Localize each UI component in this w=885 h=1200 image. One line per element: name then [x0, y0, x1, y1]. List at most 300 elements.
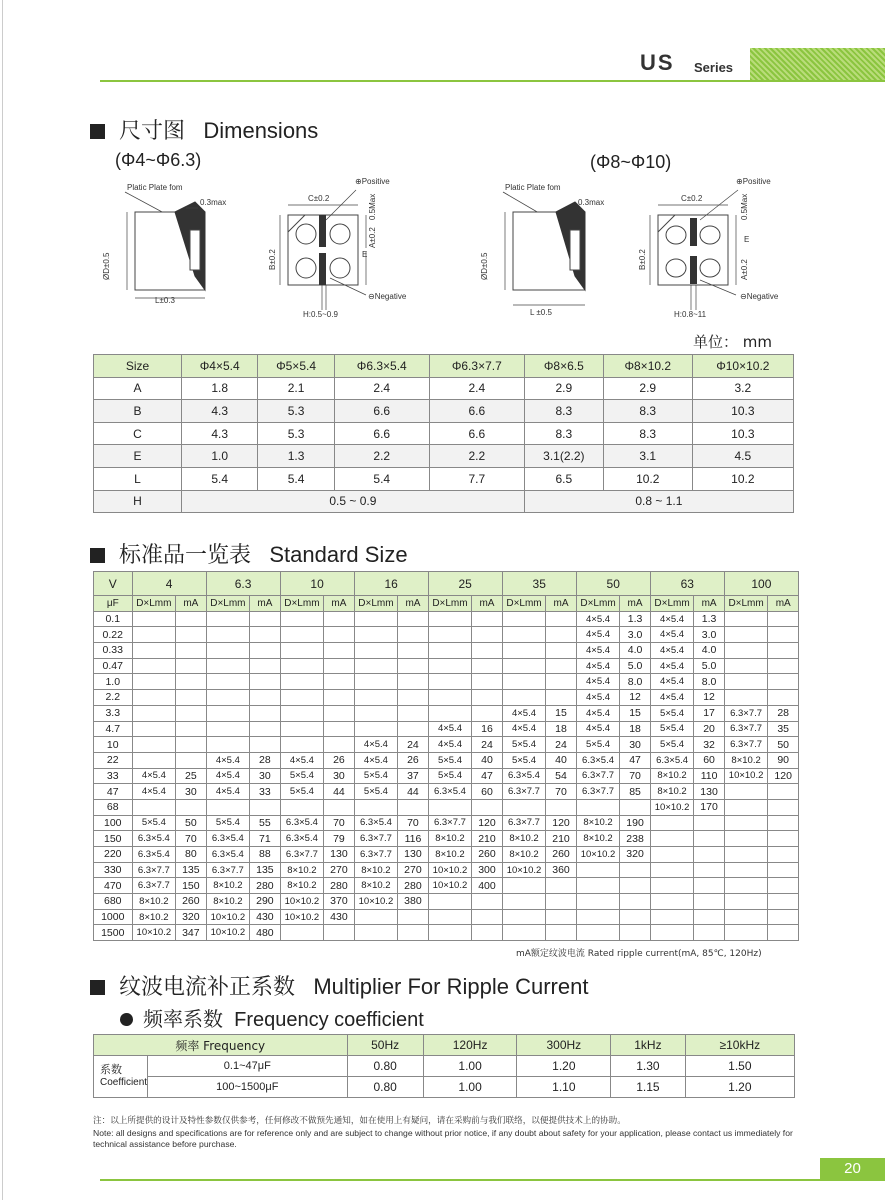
voltage-cell: 10 — [280, 572, 354, 596]
dim-cell: 6.6 — [429, 400, 524, 423]
ripple-cell: 80 — [176, 847, 206, 863]
frequency-label: 频率 Frequency — [94, 1035, 348, 1056]
ripple-cell — [324, 658, 354, 674]
a-label-small: A±0.2 — [368, 227, 377, 248]
size-cell — [132, 627, 176, 643]
dim-header-cell: Φ5×5.4 — [258, 355, 334, 378]
dim-cell: 6.6 — [334, 422, 429, 445]
size-cell: 8×10.2 — [132, 894, 176, 910]
capacitance-cell: 330 — [94, 862, 133, 878]
ripple-cell: 400 — [472, 878, 502, 894]
ripple-cell: 280 — [324, 878, 354, 894]
size-cell: 4×5.4 — [576, 658, 620, 674]
size-cell — [206, 721, 250, 737]
size-cell: 5×5.4 — [502, 752, 546, 768]
ripple-cell: 135 — [250, 862, 280, 878]
ripple-cell — [768, 690, 799, 706]
size-cell: 8×10.2 — [206, 878, 250, 894]
size-cell — [650, 831, 694, 847]
size-cell: 6.3×5.4 — [428, 784, 472, 800]
size-cell — [280, 674, 324, 690]
dim-cell: 2.9 — [603, 377, 692, 400]
footnote-en: Note: all designs and specifications are for reference only and are subject to change without prior notice, if any doubt about safety for your application, please contact us immediately for technical assistance before purchase. — [93, 1127, 793, 1149]
coefficient-label — [94, 1056, 148, 1098]
header-rule — [100, 80, 885, 82]
ma-label: mA — [398, 596, 428, 612]
l-label-small: L±0.3 — [155, 296, 175, 305]
ripple-cell — [768, 658, 799, 674]
dim-row-label: L — [94, 467, 182, 490]
dim-row-label: H — [94, 490, 182, 513]
dl-label: D×Lmm — [280, 596, 324, 612]
cap-range-cell: 100~1500μF — [148, 1077, 347, 1098]
coefficient-label-cn: 系数 — [100, 1063, 122, 1076]
size-cell — [724, 831, 768, 847]
ripple-cell — [324, 690, 354, 706]
size-cell — [354, 643, 398, 659]
ripple-cell — [694, 831, 724, 847]
size-cell — [280, 799, 324, 815]
ripple-cell: 50 — [176, 815, 206, 831]
capacitance-cell: 33 — [94, 768, 133, 784]
size-cell: 6.3×7.7 — [502, 815, 546, 831]
size-cell — [428, 643, 472, 659]
dim-cell: 10.2 — [603, 467, 692, 490]
size-cell: 8×10.2 — [354, 878, 398, 894]
capacitance-cell: 0.22 — [94, 627, 133, 643]
ripple-cell: 20 — [694, 721, 724, 737]
ripple-cell: 8.0 — [620, 674, 650, 690]
ripple-cell — [546, 674, 576, 690]
ripple-cell — [768, 799, 799, 815]
standard-row — [94, 705, 799, 721]
size-cell — [354, 909, 398, 925]
positive-label-large: ⊕Positive — [736, 177, 771, 186]
size-cell: 8×10.2 — [576, 831, 620, 847]
positive-label-small: ⊕Positive — [355, 177, 390, 186]
capacitance-cell: 1500 — [94, 925, 133, 941]
ripple-cell — [472, 627, 502, 643]
square-bullet-icon — [90, 124, 105, 139]
ripple-cell: 135 — [176, 862, 206, 878]
ripple-cell — [546, 925, 576, 941]
ripple-cell: 24 — [472, 737, 502, 753]
ripple-cell: 480 — [250, 925, 280, 941]
square-bullet-icon — [90, 980, 105, 995]
size-cell — [650, 847, 694, 863]
dim-cell: 2.1 — [258, 377, 334, 400]
size-cell: 10×10.2 — [280, 909, 324, 925]
ripple-cell: 17 — [694, 705, 724, 721]
ripple-cell: 79 — [324, 831, 354, 847]
ripple-cell: 280 — [398, 878, 428, 894]
cap-range-cell: 0.1~47μF — [148, 1056, 347, 1077]
ripple-title-cn: 纹波电流补正系数 — [119, 975, 296, 1000]
ripple-cell — [324, 705, 354, 721]
capacitance-cell: 3.3 — [94, 705, 133, 721]
size-cell — [724, 925, 768, 941]
standard-row — [94, 799, 799, 815]
size-cell: 8×10.2 — [280, 878, 324, 894]
footnote — [93, 1116, 805, 1151]
standard-row — [94, 611, 799, 627]
dim-row-label: E — [94, 445, 182, 468]
capacitance-cell: 47 — [94, 784, 133, 800]
ripple-cell — [176, 721, 206, 737]
size-cell — [724, 909, 768, 925]
ripple-heading — [90, 970, 588, 1001]
size-cell — [132, 799, 176, 815]
coef-cell: 1.00 — [423, 1056, 517, 1077]
dim-row — [94, 445, 794, 468]
size-cell: 5×5.4 — [502, 737, 546, 753]
size-cell: 10×10.2 — [132, 925, 176, 941]
ripple-cell: 260 — [176, 894, 206, 910]
ripple-cell — [620, 909, 650, 925]
size-cell: 6.3×7.7 — [132, 878, 176, 894]
size-cell: 10×10.2 — [354, 894, 398, 910]
ripple-cell — [546, 611, 576, 627]
ripple-cell — [768, 925, 799, 941]
size-cell — [724, 878, 768, 894]
dim-cell: 4.5 — [692, 445, 793, 468]
coefficient-row — [94, 1056, 795, 1077]
standard-row — [94, 815, 799, 831]
ripple-cell: 3.0 — [694, 627, 724, 643]
ripple-cell — [250, 721, 280, 737]
size-cell — [428, 894, 472, 910]
h-label-large: H:0.8~11 — [674, 310, 707, 319]
ripple-cell: 30 — [250, 768, 280, 784]
ripple-cell — [472, 894, 502, 910]
size-cell — [354, 611, 398, 627]
ripple-cell: 50 — [768, 737, 799, 753]
size-cell — [650, 815, 694, 831]
size-cell — [280, 721, 324, 737]
size-cell — [650, 878, 694, 894]
size-cell: 10×10.2 — [428, 862, 472, 878]
ripple-cell — [472, 643, 502, 659]
size-cell — [354, 658, 398, 674]
dim-row-label: C — [94, 422, 182, 445]
series-title: US — [640, 50, 675, 75]
ripple-cell: 150 — [176, 878, 206, 894]
size-cell — [280, 690, 324, 706]
dim-cell: 4.3 — [182, 422, 258, 445]
ripple-cell: 70 — [176, 831, 206, 847]
voltage-cell: 63 — [650, 572, 724, 596]
size-cell: 5×5.4 — [428, 752, 472, 768]
ma-label: mA — [620, 596, 650, 612]
c-label-small: C±0.2 — [308, 194, 330, 203]
ripple-cell — [398, 643, 428, 659]
size-cell — [428, 690, 472, 706]
size-cell — [428, 705, 472, 721]
size-cell: 6.3×5.4 — [354, 815, 398, 831]
size-cell — [724, 690, 768, 706]
size-cell — [650, 894, 694, 910]
negative-label-large: ⊖Negative — [740, 292, 779, 301]
b-label-large: B±0.2 — [638, 249, 647, 270]
standard-row — [94, 690, 799, 706]
size-cell: 4×5.4 — [132, 768, 176, 784]
ripple-cell: 120 — [472, 815, 502, 831]
ripple-cell — [324, 611, 354, 627]
range-small-label: (Φ4~Φ6.3) — [115, 150, 202, 170]
size-cell: 4×5.4 — [428, 737, 472, 753]
uf-label: μF — [94, 596, 133, 612]
ripple-cell: 71 — [250, 831, 280, 847]
size-cell — [428, 658, 472, 674]
capacitance-cell: 1.0 — [94, 674, 133, 690]
a-label-large: A±0.2 — [740, 259, 749, 280]
size-cell — [502, 878, 546, 894]
ripple-cell: 380 — [398, 894, 428, 910]
size-cell — [428, 909, 472, 925]
ripple-cell: 120 — [768, 768, 799, 784]
size-cell — [280, 643, 324, 659]
dim-cell: 5.4 — [334, 467, 429, 490]
series-subtitle: Series — [694, 60, 734, 75]
size-cell — [428, 627, 472, 643]
voltage-cell: 50 — [576, 572, 650, 596]
ripple-cell: 55 — [250, 815, 280, 831]
ripple-cell: 3.0 — [620, 627, 650, 643]
dim-header-cell: Φ8×10.2 — [603, 355, 692, 378]
voltage-cell: 6.3 — [206, 572, 280, 596]
ripple-cell: 15 — [620, 705, 650, 721]
size-cell — [132, 752, 176, 768]
ripple-cell: 30 — [324, 768, 354, 784]
dl-label: D×Lmm — [650, 596, 694, 612]
ripple-cell: 320 — [620, 847, 650, 863]
ripple-cell: 60 — [694, 752, 724, 768]
ripple-cell: 1.3 — [694, 611, 724, 627]
ripple-cell: 210 — [472, 831, 502, 847]
voltage-cell: 4 — [132, 572, 206, 596]
size-cell: 6.3×7.7 — [724, 737, 768, 753]
ripple-cell: 4.0 — [694, 643, 724, 659]
dl-label: D×Lmm — [206, 596, 250, 612]
standard-size-table — [93, 571, 799, 941]
dim-cell: 2.4 — [429, 377, 524, 400]
size-cell: 5×5.4 — [132, 815, 176, 831]
size-cell — [132, 690, 176, 706]
size-cell: 4×5.4 — [576, 674, 620, 690]
ripple-cell — [250, 737, 280, 753]
size-cell — [280, 737, 324, 753]
coef-cell: 1.20 — [517, 1056, 611, 1077]
ma-label: mA — [694, 596, 724, 612]
ripple-cell: 15 — [546, 705, 576, 721]
size-cell: 4×5.4 — [576, 611, 620, 627]
size-cell — [132, 721, 176, 737]
size-cell: 10×10.2 — [280, 894, 324, 910]
ripple-cell: 35 — [768, 721, 799, 737]
ripple-cell — [250, 674, 280, 690]
size-cell: 8×10.2 — [502, 847, 546, 863]
coefficient-row — [94, 1077, 795, 1098]
e-label-small: E — [362, 250, 368, 259]
size-cell: 4×5.4 — [206, 768, 250, 784]
size-cell — [132, 658, 176, 674]
standard-row — [94, 658, 799, 674]
ripple-cell — [250, 705, 280, 721]
dim-cell: 0.5 ~ 0.9 — [182, 490, 525, 513]
ripple-cell: 70 — [546, 784, 576, 800]
ripple-cell: 18 — [546, 721, 576, 737]
ripple-cell — [176, 690, 206, 706]
ripple-cell — [250, 799, 280, 815]
ripple-cell: 28 — [768, 705, 799, 721]
ripple-cell — [398, 799, 428, 815]
dim-header-cell: Φ4×5.4 — [182, 355, 258, 378]
dim-header-row — [94, 355, 794, 378]
ripple-cell — [176, 737, 206, 753]
size-cell: 6.3×5.4 — [576, 752, 620, 768]
ripple-cell: 88 — [250, 847, 280, 863]
square-bullet-icon — [90, 548, 105, 563]
ripple-cell: 12 — [620, 690, 650, 706]
ripple-cell — [768, 894, 799, 910]
c-label-large: C±0.2 — [681, 194, 703, 203]
ripple-cell — [176, 705, 206, 721]
size-cell: 4×5.4 — [354, 752, 398, 768]
ripple-cell: 260 — [546, 847, 576, 863]
ripple-cell — [324, 925, 354, 941]
size-cell: 4×5.4 — [206, 784, 250, 800]
size-cell — [428, 611, 472, 627]
coef-cell: 0.80 — [347, 1077, 423, 1098]
ripple-cell — [546, 799, 576, 815]
size-cell: 6.3×7.7 — [280, 847, 324, 863]
dim-cell: 3.2 — [692, 377, 793, 400]
ripple-cell — [176, 611, 206, 627]
standard-row — [94, 847, 799, 863]
size-cell: 4×5.4 — [650, 627, 694, 643]
ripple-cell: 70 — [398, 815, 428, 831]
size-cell: 8×10.2 — [724, 752, 768, 768]
size-cell: 4×5.4 — [650, 658, 694, 674]
size-cell: 4×5.4 — [576, 721, 620, 737]
ripple-cell: 90 — [768, 752, 799, 768]
dim-cell: 2.9 — [524, 377, 603, 400]
size-cell: 8×10.2 — [132, 909, 176, 925]
size-cell: 6.3×7.7 — [502, 784, 546, 800]
ripple-cell — [176, 627, 206, 643]
standard-row — [94, 627, 799, 643]
size-cell: 4×5.4 — [502, 721, 546, 737]
voltage-cell: 25 — [428, 572, 502, 596]
size-cell: 4×5.4 — [502, 705, 546, 721]
size-cell — [206, 627, 250, 643]
ripple-cell: 40 — [546, 752, 576, 768]
size-cell — [132, 737, 176, 753]
ripple-cell — [398, 674, 428, 690]
size-cell — [206, 611, 250, 627]
ripple-cell — [768, 831, 799, 847]
ripple-cell: 26 — [398, 752, 428, 768]
dim-cell: 7.7 — [429, 467, 524, 490]
coef-cell: 0.80 — [347, 1056, 423, 1077]
size-cell: 4×5.4 — [576, 705, 620, 721]
capacitance-cell: 68 — [94, 799, 133, 815]
dim-cell: 2.2 — [429, 445, 524, 468]
dim-cell: 1.8 — [182, 377, 258, 400]
ripple-cell — [768, 909, 799, 925]
size-cell: 4×5.4 — [132, 784, 176, 800]
dim-cell: 10.2 — [692, 467, 793, 490]
size-cell — [724, 862, 768, 878]
ripple-cell — [472, 925, 502, 941]
ripple-cell — [472, 799, 502, 815]
dim-cell: 5.4 — [182, 467, 258, 490]
plate-label-small: Platic Plate fom — [127, 183, 183, 192]
dimensions-table — [93, 354, 794, 513]
size-cell — [428, 925, 472, 941]
size-cell: 4×5.4 — [206, 752, 250, 768]
standard-row — [94, 894, 799, 910]
ripple-cell: 47 — [620, 752, 650, 768]
size-cell: 5×5.4 — [280, 768, 324, 784]
ripple-cell: 300 — [472, 862, 502, 878]
size-cell: 4×5.4 — [428, 721, 472, 737]
coef-cell: 1.15 — [611, 1077, 685, 1098]
ripple-cell — [768, 643, 799, 659]
ripple-cell: 8.0 — [694, 674, 724, 690]
size-cell: 5×5.4 — [354, 784, 398, 800]
size-cell: 6.3×5.4 — [502, 768, 546, 784]
dim-header-cell: Size — [94, 355, 182, 378]
ripple-cell: 360 — [546, 862, 576, 878]
dim-row-label: B — [94, 400, 182, 423]
voltage-header-row — [94, 572, 799, 596]
header-stripe-decoration — [750, 48, 885, 80]
size-cell: 5×5.4 — [650, 737, 694, 753]
ripple-cell — [324, 627, 354, 643]
ripple-cell — [324, 737, 354, 753]
footer-rule — [100, 1179, 885, 1181]
ripple-cell — [176, 658, 206, 674]
size-cell — [132, 674, 176, 690]
ripple-cell — [546, 658, 576, 674]
capacitance-cell: 680 — [94, 894, 133, 910]
ripple-cell — [250, 627, 280, 643]
unit-header-row — [94, 596, 799, 612]
size-cell — [502, 611, 546, 627]
size-cell: 6.3×7.7 — [724, 705, 768, 721]
size-cell: 5×5.4 — [650, 721, 694, 737]
ripple-cell: 85 — [620, 784, 650, 800]
standard-title-en: Standard Size — [269, 542, 408, 567]
ripple-cell — [472, 705, 502, 721]
dim-cell: 8.3 — [603, 400, 692, 423]
ripple-cell: 270 — [324, 862, 354, 878]
ripple-cell — [768, 627, 799, 643]
dim-cell: 0.8 ~ 1.1 — [524, 490, 793, 513]
dim-cell: 2.4 — [334, 377, 429, 400]
size-cell — [724, 627, 768, 643]
size-cell — [502, 690, 546, 706]
size-cell — [280, 925, 324, 941]
ripple-cell: 24 — [398, 737, 428, 753]
ripple-cell — [250, 643, 280, 659]
e-label-large: E — [744, 235, 750, 244]
ripple-cell — [176, 643, 206, 659]
dim-cell: 8.3 — [524, 422, 603, 445]
ripple-cell: 33 — [250, 784, 280, 800]
size-cell: 10×10.2 — [576, 847, 620, 863]
